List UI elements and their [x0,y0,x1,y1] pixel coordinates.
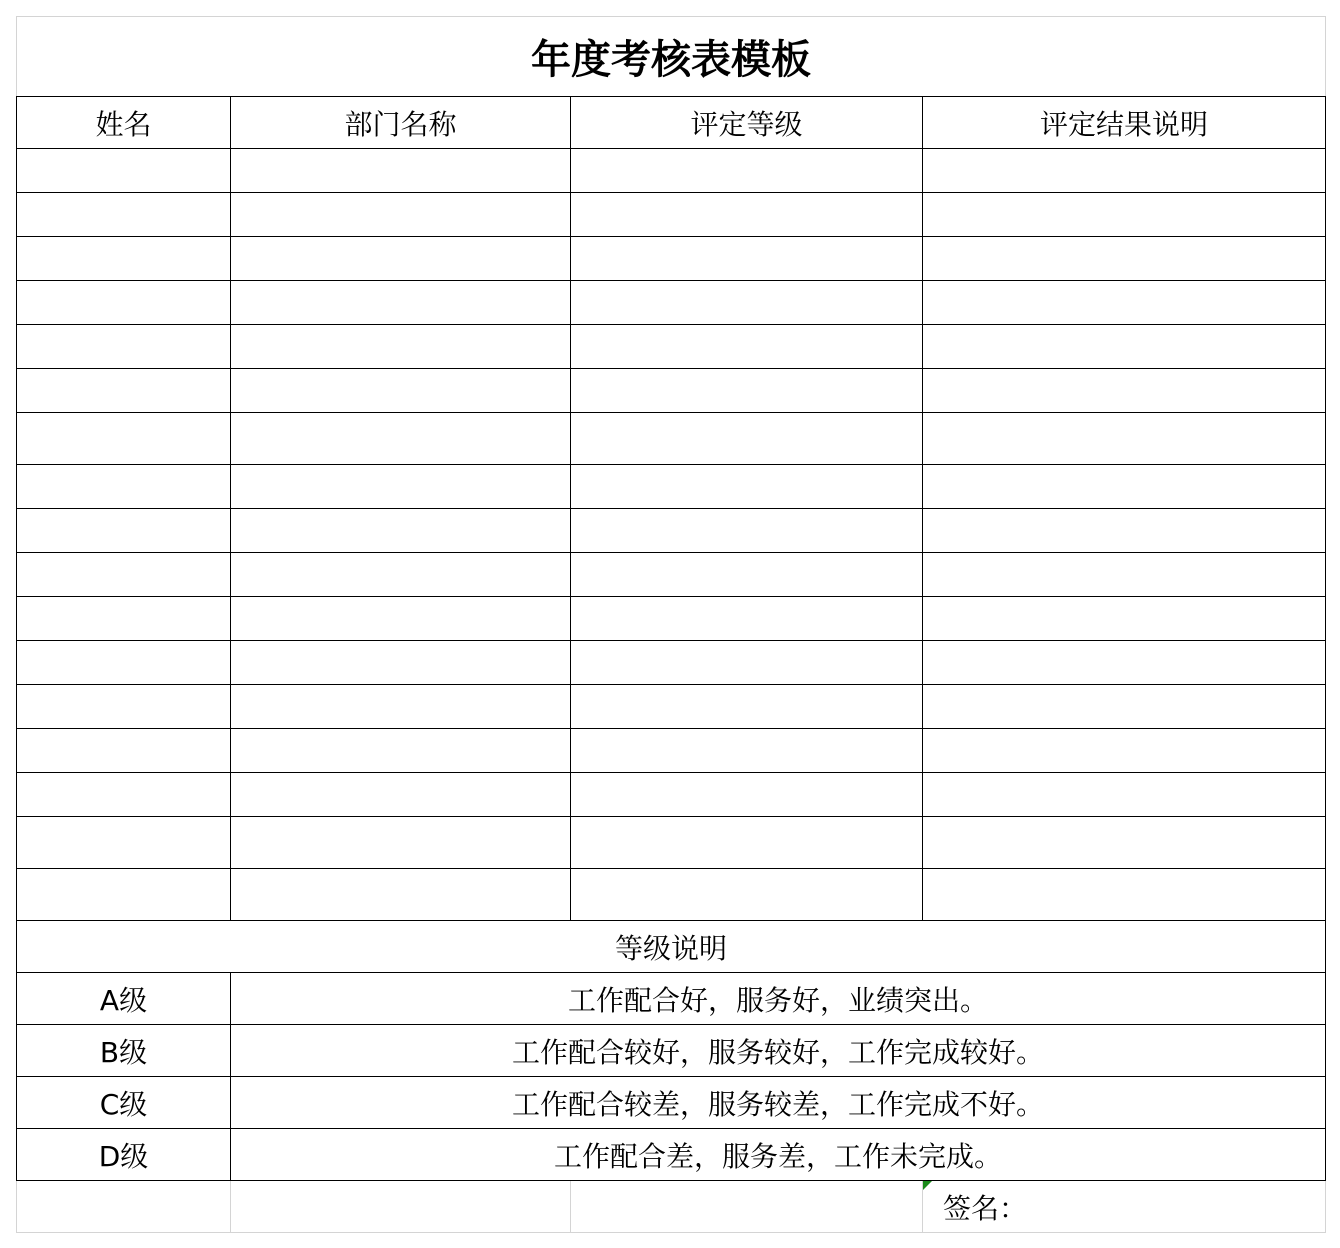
table-row [17,553,1326,597]
table-cell[interactable] [923,193,1326,237]
table-cell[interactable] [17,149,231,193]
table-row [17,369,1326,413]
table-cell[interactable] [17,325,231,369]
table-cell[interactable] [231,413,571,465]
table-cell[interactable] [17,193,231,237]
table-cell[interactable] [17,237,231,281]
comment-indicator-icon [923,1181,932,1190]
table-cell[interactable] [231,641,571,685]
table-row [17,509,1326,553]
table-cell[interactable] [17,369,231,413]
table-cell[interactable] [571,509,923,553]
signature-row [17,1181,1326,1233]
grade-legend-title[interactable]: 等级说明 [17,921,1326,973]
data-rows [17,149,1326,921]
table-cell[interactable] [17,553,231,597]
table-cell[interactable] [923,553,1326,597]
table-cell[interactable] [571,237,923,281]
grade-level[interactable]: D级 [17,1129,231,1181]
assessment-table [16,16,1326,1233]
table-cell[interactable] [571,729,923,773]
table-cell[interactable] [231,553,571,597]
table-cell[interactable] [231,869,571,921]
table-cell[interactable] [923,509,1326,553]
table-cell[interactable] [571,325,923,369]
table-cell[interactable] [231,465,571,509]
sign-blank-cell[interactable] [571,1181,923,1233]
table-cell[interactable] [17,465,231,509]
table-row [17,413,1326,465]
table-cell[interactable] [571,149,923,193]
grade-level[interactable]: B级 [17,1025,231,1077]
table-cell[interactable] [231,817,571,869]
table-cell[interactable] [231,773,571,817]
header-department[interactable]: 部门名称 [231,97,571,149]
table-cell[interactable] [17,729,231,773]
table-row [17,325,1326,369]
table-row [17,597,1326,641]
table-cell[interactable] [923,685,1326,729]
table-cell[interactable] [571,281,923,325]
table-cell[interactable] [571,597,923,641]
table-row [17,237,1326,281]
table-cell[interactable] [571,817,923,869]
table-cell[interactable] [231,597,571,641]
table-cell[interactable] [571,465,923,509]
header-row [17,97,1326,149]
header-name[interactable]: 姓名 [17,97,231,149]
table-cell[interactable] [17,281,231,325]
table-row [17,773,1326,817]
table-cell[interactable] [231,509,571,553]
table-cell[interactable] [17,869,231,921]
table-cell[interactable] [571,641,923,685]
grade-description[interactable]: 工作配合较好，服务较好，工作完成较好。 [231,1025,1326,1077]
table-row [17,817,1326,869]
table-cell[interactable] [571,773,923,817]
grade-legend-title-row [17,921,1326,973]
grade-level[interactable]: A级 [17,973,231,1025]
table-cell[interactable] [923,149,1326,193]
table-cell[interactable] [571,553,923,597]
table-cell[interactable] [231,237,571,281]
table-cell[interactable] [923,325,1326,369]
signature-label: 签名： [943,1191,1028,1225]
table-cell[interactable] [17,509,231,553]
table-cell[interactable] [231,369,571,413]
signature-cell[interactable] [923,1181,1326,1233]
table-cell[interactable] [571,685,923,729]
grade-description[interactable]: 工作配合差，服务差，工作未完成。 [231,1129,1326,1181]
grade-row-a [17,973,1326,1025]
grade-row-c [17,1077,1326,1129]
table-row [17,685,1326,729]
grade-level[interactable]: C级 [17,1077,231,1129]
table-row [17,281,1326,325]
table-row [17,465,1326,509]
sign-blank-cell[interactable] [231,1181,571,1233]
table-cell[interactable] [17,597,231,641]
table-cell[interactable] [17,641,231,685]
table-row [17,193,1326,237]
table-cell[interactable] [571,193,923,237]
table-cell[interactable] [231,729,571,773]
table-cell[interactable] [923,817,1326,869]
table-cell[interactable] [923,465,1326,509]
table-cell[interactable] [231,281,571,325]
table-cell[interactable] [231,325,571,369]
grade-description[interactable]: 工作配合较差，服务较差，工作完成不好。 [231,1077,1326,1129]
table-cell[interactable] [923,597,1326,641]
grade-row-d [17,1129,1326,1181]
table-cell[interactable] [923,729,1326,773]
table-cell[interactable] [571,369,923,413]
table-cell[interactable] [923,641,1326,685]
sheet-title[interactable]: 年度考核表模板 [17,17,1326,97]
table-row [17,641,1326,685]
title-row [17,17,1326,97]
table-cell[interactable] [571,869,923,921]
sign-blank-cell[interactable] [17,1181,231,1233]
grade-row-b [17,1025,1326,1077]
table-row [17,869,1326,921]
header-result-note[interactable]: 评定结果说明 [923,97,1326,149]
header-grade[interactable]: 评定等级 [571,97,923,149]
table-cell[interactable] [231,149,571,193]
table-cell[interactable] [231,193,571,237]
table-cell[interactable] [17,773,231,817]
table-cell[interactable] [231,685,571,729]
table-cell[interactable] [17,685,231,729]
table-cell[interactable] [17,413,231,465]
table-cell[interactable] [923,869,1326,921]
table-cell[interactable] [923,369,1326,413]
grade-description[interactable]: 工作配合好，服务好，业绩突出。 [231,973,1326,1025]
table-cell[interactable] [923,237,1326,281]
table-cell[interactable] [923,281,1326,325]
table-row [17,729,1326,773]
table-cell[interactable] [923,413,1326,465]
table-row [17,149,1326,193]
table-cell[interactable] [923,773,1326,817]
table-cell[interactable] [17,817,231,869]
table-cell[interactable] [571,413,923,465]
